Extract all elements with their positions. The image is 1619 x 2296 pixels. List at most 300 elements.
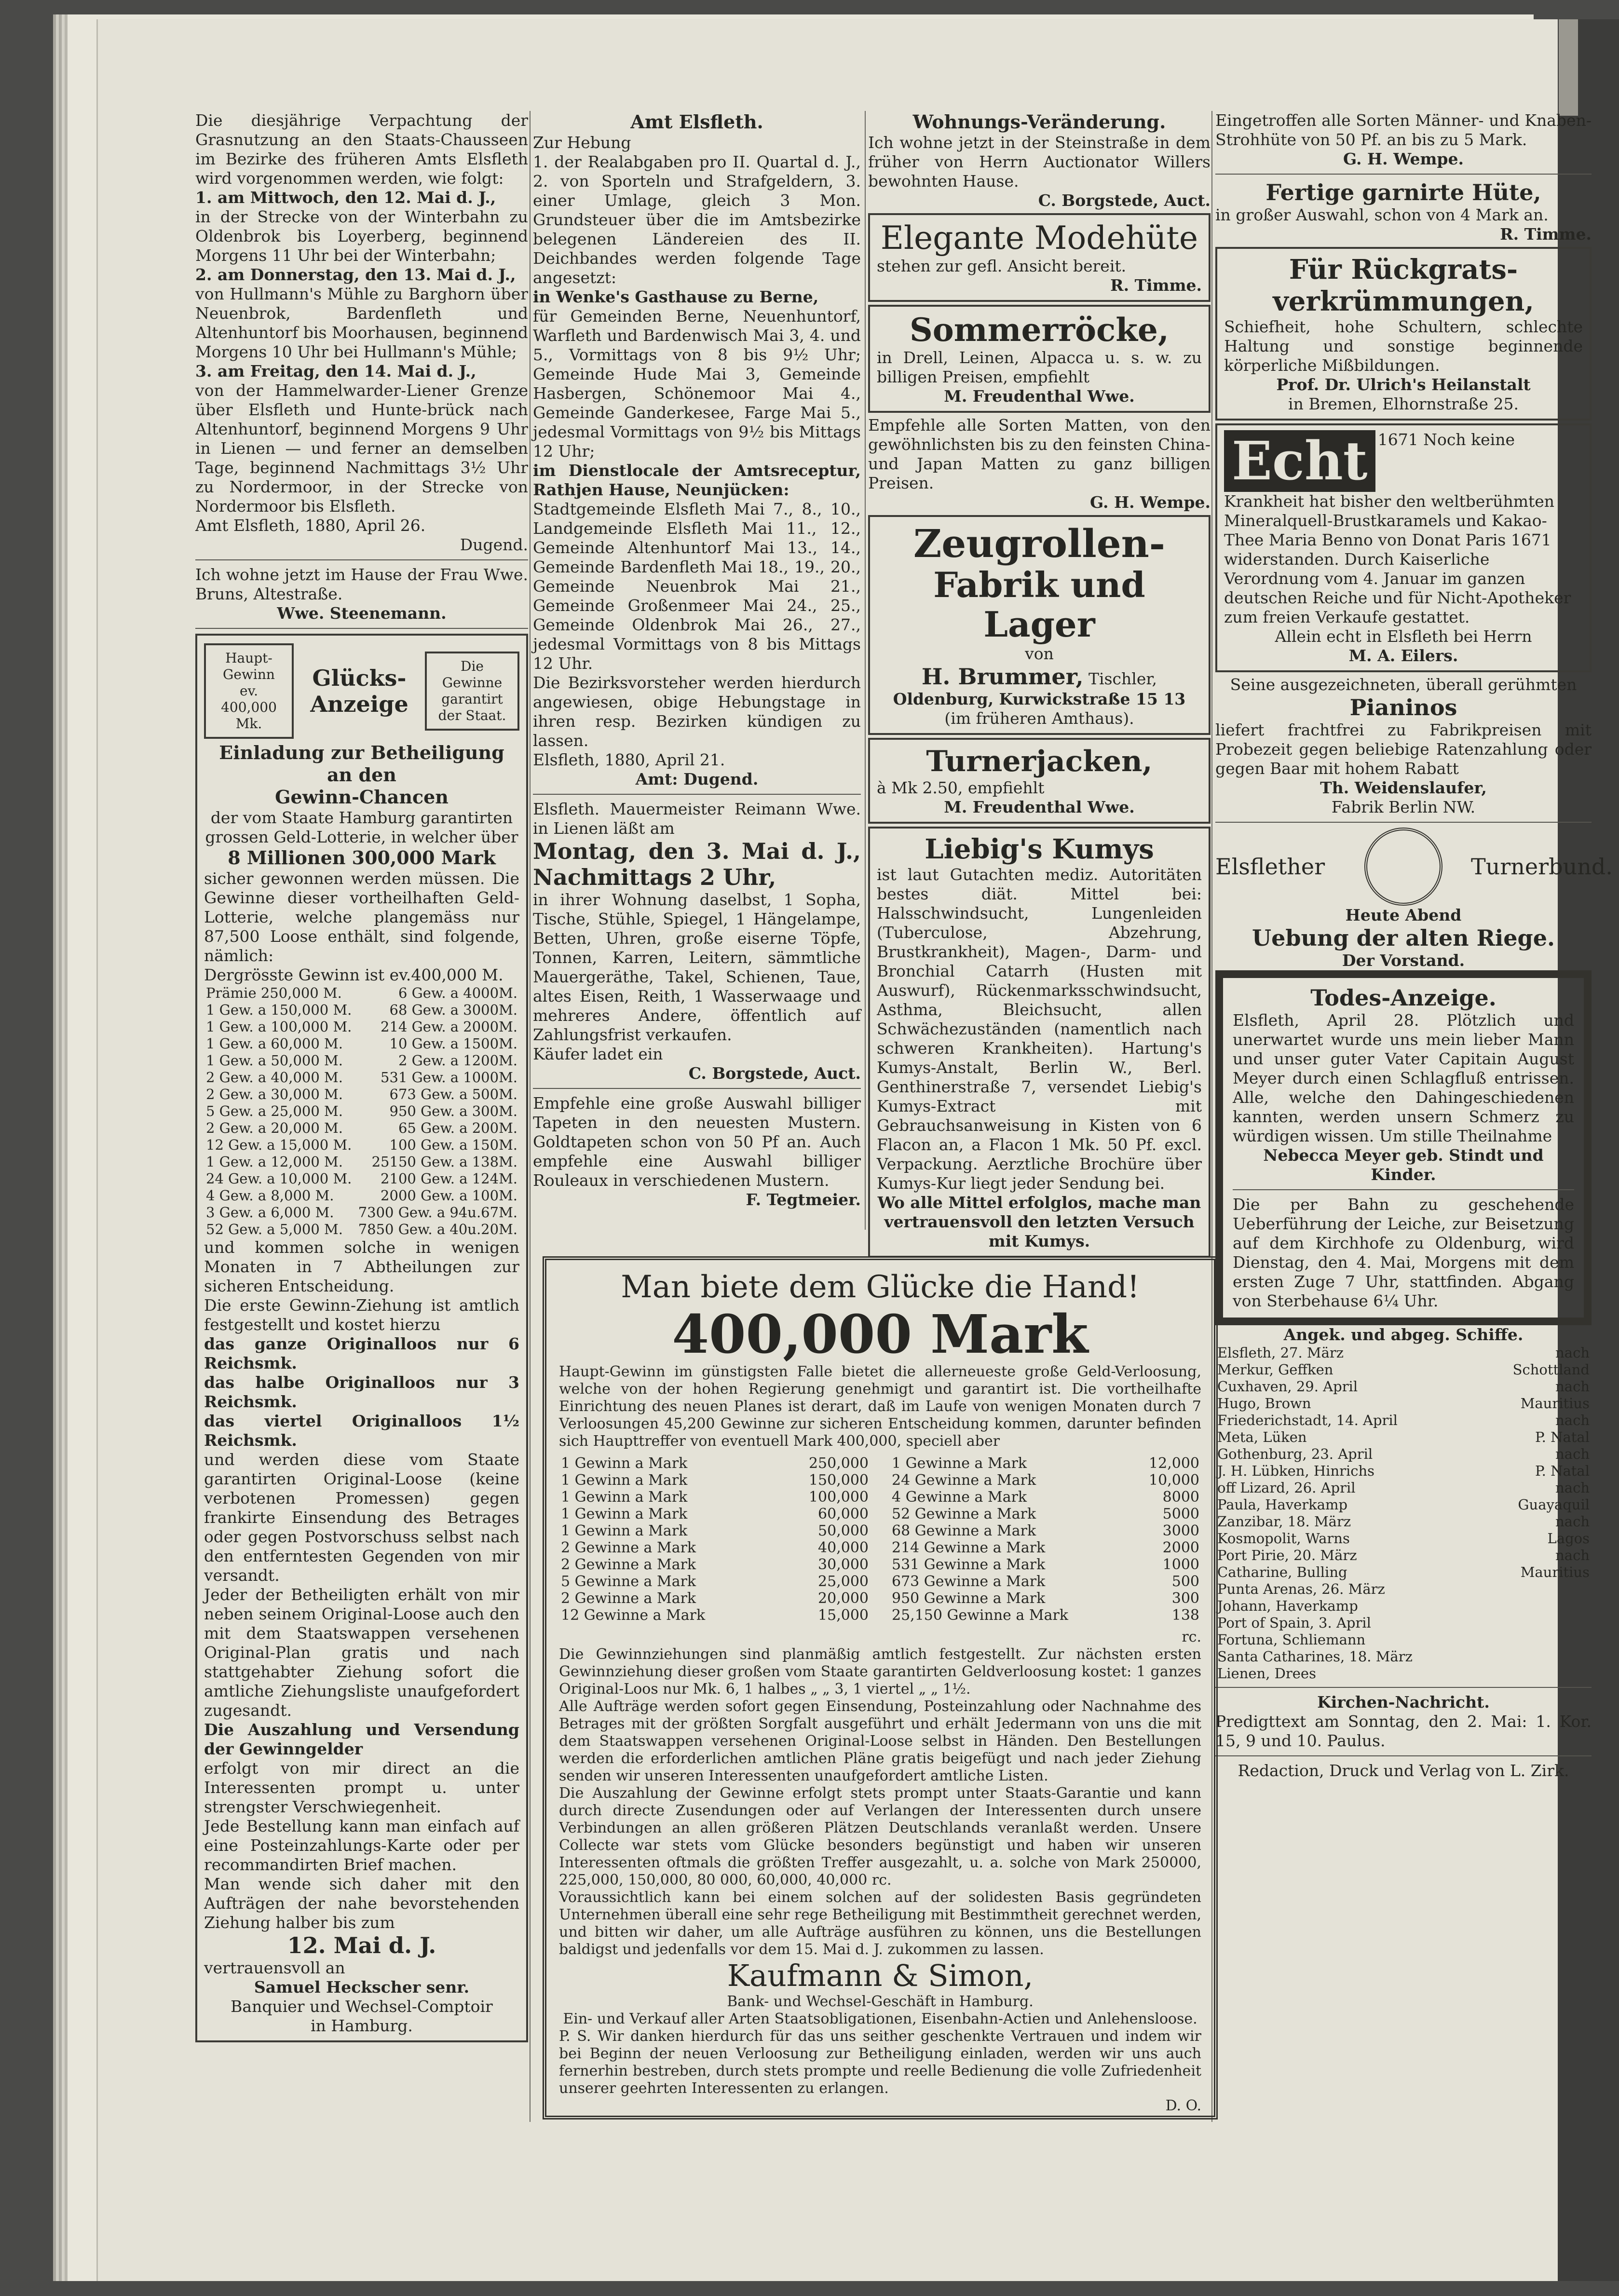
column-3: [868, 111, 1211, 1261]
main-prize-row-cell: 15,000: [818, 1607, 869, 1624]
prize-row: [204, 1204, 519, 1221]
main-prize-row-cell: 500: [1171, 1573, 1199, 1590]
main-ad-body3: Die Auszahlung der Gewinne erfolgt stets prompt unter Staats-Garantie und kann durch directe Zusendungen oder auf Verlangen der Interessenten durch unsere Verbindungen an allen größeren Plätzen Deutschlands veranlaßt werden. Unsere Collecte war stets vom Glücke besonders begünstigt und haben wir unseren Interessenten oftmals die größten Treffer ausgezahlt, u. a. solche von Mark 250000, 225,000, 150,000, 80 000, 60,000, 40,000 rc.: [559, 1785, 1201, 1888]
ad-rueckgrat: [1215, 247, 1592, 421]
strohhuete-signature: G. H. Wempe.: [1343, 149, 1464, 168]
rueckgrat-text: Schiefheit, hohe Schultern, schlechte Haltung und sonstige beginnende körperliche Mißbildungen.: [1224, 317, 1583, 375]
gluecks-city: in Hamburg.: [311, 2016, 413, 2035]
prize-row-cell: 1 Gew. a 12,000 M.: [206, 1154, 343, 1170]
main-prize-row-cell: 25,000: [818, 1573, 869, 1590]
column-4: [1215, 111, 1613, 1780]
ad-echt: [1215, 423, 1592, 672]
main-prize-row-cell: 150,000: [808, 1472, 869, 1489]
prize-row-cell: 24 Gew. a 10,000 M.: [206, 1170, 352, 1187]
prize-row-cell: 2 Gew. a 40,000 M.: [206, 1069, 343, 1086]
main-prize-row: [559, 1522, 871, 1539]
sommer-text: in Drell, Leinen, Alpacca u. s. w. zu billigen Preisen, empfiehlt: [877, 348, 1202, 386]
ship-row-cell: Merkur, Geffken: [1217, 1361, 1333, 1378]
verpachtung-day2-text: von Hullmann's Mühle zu Barghorn über Neuenbrok, Bardenfleth und Altenhuntorf bis Moorhausen, beginnend Morgens 10 Uhr bei Hullmann's Mühle;: [195, 285, 528, 361]
gluecks-loos-ganz: das ganze Originalloos nur 6 Reichsmk.: [204, 1334, 519, 1372]
ship-row-cell: [1483, 1648, 1592, 1665]
main-prize-row-cell: 8000: [1162, 1489, 1199, 1506]
turnerbund-header: [1215, 828, 1613, 906]
gluecks-right-box: Die Gewinne garantirt der Staat.: [425, 652, 519, 731]
turner-emblem-icon: [1364, 828, 1442, 906]
main-prize-row-cell: 2 Gewinne a Mark: [561, 1590, 696, 1607]
pianinos-address: Fabrik Berlin NW.: [1331, 798, 1476, 816]
turner-signature: M. Freudenthal Wwe.: [944, 798, 1135, 816]
verpachtung-day1-text: in der Strecke von der Winterbahn zu Oldenbrok bis Loyerberg, beginnend Morgens 11 Uhr bei der Winterbahn;: [195, 207, 528, 265]
main-ad-left-table: [559, 1455, 871, 1624]
main-prize-row-cell: 1 Gewinn a Mark: [561, 1489, 688, 1506]
gluecks-body9: Jede Bestellung kann man einfach auf eine Posteinzahlungs-Karte oder per recommandirten Brief machen.: [204, 1817, 519, 1874]
rueckgrat-address: in Bremen, Elhornstraße 25.: [1288, 394, 1519, 413]
zeugrollen-name: H. Brummer,: [921, 664, 1084, 690]
ad-turnerbund: [1215, 828, 1613, 970]
verpachtung-date: Amt Elsfleth, 1880, April 26.: [195, 516, 426, 535]
echt-sell: Allein echt in Elsfleth bei Herrn: [1275, 627, 1532, 646]
main-prize-row-cell: 5000: [1162, 1506, 1199, 1522]
ad-garnirte-huete: [1215, 179, 1592, 244]
ship-row: [1215, 1581, 1592, 1598]
prize-row: [204, 1120, 519, 1137]
gluecks-body3: Dergrösste Gewinn ist ev.400,000 M.: [204, 965, 503, 984]
main-ad-amount: 400,000 Mark: [672, 1303, 1088, 1365]
main-ad-intro: Haupt-Gewinn im günstigsten Falle bietet die allerneueste große Geld-Verloosung, welche von der hohen Regierung genehmigt und garantirt ist. Die vortheilhafte Einrichtung des neuen Planes ist derart, daß im Laufe von wenigen Monaten durch 7 Verloosungen 45,200 Gewinne zur sicheren Entscheidung kommen, darunter befinden sich Haupttreffer von eventuell Mark 400,000, speciell aber: [559, 1363, 1201, 1450]
page-tab-marker: [1559, 19, 1578, 116]
liebig-title: Liebig's Kumys: [925, 833, 1154, 865]
pianinos-text2: liefert frachtfrei zu Fabrikpreisen mit Probezeit gegen beliebige Ratenzahlung oder gegen Baar mit hohem Rabatt: [1215, 720, 1592, 778]
main-prize-row-cell: 40,000: [818, 1539, 869, 1556]
prize-row-cell: 2 Gew. a 1200M.: [398, 1052, 517, 1069]
turnerbund-right: Turnerbund.: [1471, 854, 1613, 880]
divider: [195, 559, 528, 560]
ship-row-cell: Mauritius: [1520, 1395, 1590, 1412]
ship-row-cell: Fortuna, Schliemann: [1217, 1631, 1366, 1648]
ship-row: [1215, 1412, 1592, 1429]
main-prize-row-cell: 60,000: [818, 1506, 869, 1522]
ship-row-cell: nach: [1555, 1446, 1590, 1462]
prize-row: [204, 1019, 519, 1035]
verpachtung-signature: Dugend.: [460, 535, 528, 554]
auction-signature: C. Borgstede, Auct.: [688, 1064, 861, 1083]
turnerbund-signature: Der Vorstand.: [1342, 951, 1465, 970]
ship-row-cell: [1483, 1615, 1592, 1631]
prize-row-cell: 65 Gew. a 200M.: [398, 1120, 517, 1136]
amt-date: Elsfleth, 1880, April 21.: [533, 750, 725, 769]
imprint: Redaction, Druck und Verlag von L. Zirk.: [1238, 1761, 1569, 1780]
ship-row-cell: Zanzibar, 18. März: [1217, 1513, 1351, 1530]
gluecks-invite: Einladung zur Betheiligung an den: [219, 742, 504, 786]
main-prize-row-cell: 25,150 Gewinne a Mark: [892, 1607, 1068, 1624]
ship-row-cell: Kosmopolit, Warns: [1217, 1530, 1350, 1547]
prize-row-cell: 2 Gew. a 30,000 M.: [206, 1086, 343, 1102]
turnerbund-line1: Heute Abend: [1345, 906, 1462, 924]
main-prize-row: [559, 1472, 871, 1489]
prize-row: [204, 1137, 519, 1154]
ship-row: [1215, 1530, 1592, 1547]
main-ad-body2: Alle Aufträge werden sofort gegen Einsendung, Posteinzahlung oder Nachnahme des Betrages mit der größten Sorgfalt ausgeführt und erhält Jedermann von uns die mit dem Staatswappen versehenen Original-Loose selbst in Händen. Den Bestellungen werden die erforderlichen amtlichen Pläne gratis beigefügt und nach jeder Ziehung senden wir unseren Interessenten unaufgefordert amtliche Listen.: [559, 1698, 1201, 1784]
main-prize-row-cell: 673 Gewinne a Mark: [892, 1573, 1046, 1590]
prize-row-cell: 100 Gew. a 150M.: [389, 1137, 517, 1153]
ship-row-cell: [1483, 1665, 1592, 1682]
gluecks-body1: der vom Staate Hamburg garantirten grossen Geld-Lotterie, in welcher über: [205, 808, 518, 846]
gluecks-date: 12. Mai d. J.: [287, 1932, 436, 1958]
prize-row-cell: 3 Gew. a 6,000 M.: [206, 1204, 334, 1221]
main-ad-ps: P. S. Wir danken hierdurch für das uns seither geschenkte Vertrauen und indem wir bei Beginn der neuen Verloosung zur Betheiligung einladen, werden wir uns auch fernerhin bestreben, durch stets prompte und reelle Bedienung die volle Zufriedenheit unserer geehrten Interessenten zu erlangen.: [559, 2028, 1201, 2097]
gluecks-body6: und werden diese vom Staate garantirten Original-Loose (keine verbotenen Promessen) gegen frankirte Einsendung des Betrages oder gegen Postvorschuss selbst nach den entferntesten Gegenden von mir versandt.: [204, 1450, 519, 1585]
wohne-text: Ich wohne jetzt im Hause der Frau Wwe. Bruns, Altestraße.: [195, 565, 528, 603]
turner-title: Turnerjacken,: [926, 745, 1153, 778]
ship-row-cell: Santa Catharines, 18. März: [1217, 1648, 1413, 1665]
prize-row: [204, 1187, 519, 1204]
ad-modehuete: [868, 213, 1211, 302]
main-prize-row: [890, 1522, 1201, 1539]
amt-body1: Zur Hebung: [533, 133, 631, 152]
main-prize-row-cell: 12 Gewinne a Mark: [561, 1607, 706, 1624]
notice-schiffe: [1215, 1325, 1592, 1682]
main-ad-ps-signature: D. O.: [1165, 2097, 1201, 2114]
verpachtung-day3-text: von der Hammelwarder-Liener Grenze über Elsfleth und Hunte-brück nach Altenhuntorf, beginnend Morgens 9 Uhr in Lienen — und ferner an demselben Tage, beginnend Nachmittags 3½ Uhr zu Nordermoor, in der Strecke von Nordermoor bis Elsfleth.: [195, 381, 528, 516]
ship-row: [1215, 1463, 1592, 1480]
ship-row-cell: Schottland: [1512, 1361, 1590, 1378]
prize-row-cell: 950 Gew. a 300M.: [389, 1103, 517, 1119]
main-prize-row: [559, 1539, 871, 1556]
ship-row-cell: nach: [1555, 1345, 1590, 1361]
ship-row: [1215, 1648, 1592, 1665]
rueckgrat-name: Prof. Dr. Ulrich's Heilanstalt: [1276, 375, 1531, 394]
main-prize-row: [890, 1607, 1201, 1624]
wohne-signature: Wwe. Steenemann.: [277, 604, 447, 623]
main-prize-row: [890, 1539, 1201, 1556]
main-prize-row: [559, 1607, 871, 1624]
notice-wohne: [195, 565, 528, 623]
prize-row: [204, 1221, 519, 1238]
gluecks-title: [298, 665, 421, 717]
ship-row: [1215, 1480, 1592, 1496]
prize-row-cell: 1 Gew. a 100,000 M.: [206, 1019, 352, 1035]
modehuete-signature: R. Timme.: [1110, 276, 1202, 295]
ad-gluecks-anzeige: [195, 634, 528, 2042]
prize-row: [204, 1170, 519, 1187]
ship-row-cell: P. Natal: [1535, 1463, 1590, 1479]
main-prize-row-cell: 950 Gewinne a Mark: [892, 1590, 1046, 1607]
main-prize-row: [890, 1455, 1201, 1472]
divider: [533, 1088, 861, 1089]
main-prize-row-cell: 30,000: [818, 1556, 869, 1573]
prize-row-cell: 1 Gew. a 60,000 M.: [206, 1035, 343, 1052]
main-prize-row-cell: 4 Gewinne a Mark: [892, 1489, 1027, 1506]
wohnung-title: Wohnungs-Veränderung.: [912, 111, 1166, 133]
prize-row-cell: Prämie 250,000 M.: [206, 985, 342, 1001]
main-prize-row-cell: 10,000: [1149, 1472, 1199, 1489]
verpachtung-day1: 1. am Mittwoch, den 12. Mai d. J.,: [195, 188, 496, 207]
pianinos-text1: Seine ausgezeichneten, überall gerühmten: [1230, 675, 1577, 694]
column-rule: [530, 111, 531, 2122]
gluecks-prize-table: [204, 985, 519, 1238]
modehuete-title: Elegante Modehüte: [880, 219, 1198, 257]
main-prize-row: [890, 1506, 1201, 1522]
rueckgrat-title: Für Rückgrats-verkrümmungen,: [1273, 254, 1534, 317]
ship-row: [1215, 1446, 1592, 1463]
ad-pianinos: [1215, 675, 1592, 817]
prize-row-cell: 7850 Gew. a 40u.20M.: [358, 1221, 517, 1237]
main-prize-row-cell: 2 Gewinne a Mark: [561, 1539, 696, 1556]
ship-row-cell: nach: [1555, 1412, 1590, 1428]
gluecks-left-box: Haupt-Gewinn ev. 400,000 Mk.: [204, 643, 294, 739]
main-prize-row-cell: 24 Gewinne a Mark: [892, 1472, 1036, 1489]
main-prize-row-cell: 531 Gewinne a Mark: [892, 1556, 1046, 1573]
ship-row-cell: nach: [1555, 1547, 1590, 1563]
divider: [1215, 174, 1592, 175]
zeugrollen-note: (im früheren Amthaus).: [944, 709, 1134, 728]
prize-row-cell: 52 Gew. a 5,000 M.: [206, 1221, 343, 1237]
notice-wohnung: [868, 111, 1211, 210]
ship-row-cell: Punta Arenas, 26. März: [1217, 1581, 1385, 1597]
echt-text: 1671 Noch keine Krankheit hat bisher den weltberühmten Mineralquell-Brustkaramels und Kakao-Thee Maria Benno von Donat Paris 1671 widerstanden. Durch Kaiserliche Verordnung vom 4. Januar im ganzen deutschen Reiche und für Nicht-Apotheker zum freien Verkaufe gestattet.: [1224, 430, 1571, 626]
kirche-title: Kirchen-Nachricht.: [1317, 1693, 1490, 1712]
main-prize-row-cell: 2000: [1162, 1539, 1199, 1556]
ship-row-cell: Friederichstadt, 14. April: [1217, 1412, 1398, 1428]
sommer-signature: M. Freudenthal Wwe.: [944, 387, 1135, 406]
main-prize-row-cell: 3000: [1162, 1522, 1199, 1539]
todes-text: Elsfleth, April 28. Plötzlich und unerwartet wurde uns mein lieber Mann und unser guter Vater Capitain August Meyer durch einen Schlagfluß entrissen. Alle, welche den Dahingeschiedenen kannten, werden unsern Schmerz zu würdigen wissen. Um stille Theilnahme: [1233, 1011, 1574, 1145]
ship-row-cell: Paula, Haverkamp: [1217, 1496, 1348, 1513]
ship-row: [1215, 1429, 1592, 1446]
divider: [533, 794, 861, 795]
divider: [1233, 1189, 1574, 1190]
main-prize-row-cell: 1 Gewinne a Mark: [892, 1455, 1027, 1472]
main-ad-firm: Kaufmann & Simon,: [727, 1958, 1034, 1993]
prize-row: [204, 1052, 519, 1069]
ad-matten: [868, 416, 1211, 512]
ship-row: [1215, 1513, 1592, 1530]
prize-row-cell: 2 Gew. a 20,000 M.: [206, 1120, 343, 1136]
prize-row: [204, 1103, 519, 1120]
prize-row: [204, 1069, 519, 1086]
todes-title: Todes-Anzeige.: [1310, 985, 1497, 1011]
main-prize-row: [890, 1573, 1201, 1590]
ad-zeugrollen: [868, 515, 1211, 735]
ship-row-cell: Elsfleth, 27. März: [1217, 1345, 1344, 1361]
gluecks-header: [204, 640, 519, 742]
garnirte-text: in großer Auswahl, schon von 4 Mark an.: [1215, 205, 1549, 224]
ship-row-cell: [1483, 1598, 1592, 1615]
ship-row-cell: off Lizard, 26. April: [1217, 1480, 1356, 1496]
ship-row-cell: nach: [1555, 1378, 1590, 1395]
schiffe-title: Angek. und abgeg. Schiffe.: [1283, 1325, 1524, 1344]
main-prize-row-cell: 1 Gewinn a Mark: [561, 1455, 688, 1472]
main-prize-row-cell: 52 Gewinne a Mark: [892, 1506, 1036, 1522]
ship-row-cell: Port of Spain, 3. April: [1217, 1615, 1371, 1631]
echt-seller: M. A. Eilers.: [1348, 646, 1458, 665]
notice-kirche: [1215, 1693, 1592, 1751]
ship-row-cell: P. Natal: [1535, 1429, 1590, 1445]
ship-row: [1215, 1361, 1592, 1378]
ship-row-cell: nach: [1555, 1480, 1590, 1496]
tapeten-text: Empfehle eine große Auswahl billiger Tapeten in den neuesten Mustern. Goldtapeten schon von 50 Pf an. Auch empfehle eine Auswahl billiger Rouleaux in verschiedenen Mustern.: [533, 1094, 861, 1190]
prize-row: [204, 1154, 519, 1170]
ship-row: [1215, 1564, 1592, 1581]
prize-row-cell: 214 Gew. a 2000M.: [381, 1019, 517, 1035]
schiffe-table: [1215, 1345, 1592, 1682]
divider: [1215, 822, 1592, 823]
ship-row-cell: Mauritius: [1520, 1564, 1590, 1580]
ship-row: [1215, 1496, 1592, 1513]
main-prize-row: [890, 1472, 1201, 1489]
main-prize-row-cell: 20,000: [818, 1590, 869, 1607]
auction-date: Montag, den 3. Mai d. J., Nachmittags 2 Uhr,: [533, 838, 861, 890]
amt-location2: im Dienstlocale der Amtsreceptur, Rathjen Hause, Neunjücken:: [533, 461, 861, 499]
amt-location2-text: Stadtgemeinde Elsfleth Mai 7., 8., 10., Landgemeinde Elsfleth Mai 11., 12., Gemeinde Altenhuntorf Mai 13., 14., Gemeinde Bardenfleth Mai 18., 19., 20., Gemeinde Neuenbrok Mai 21., Gemeinde Großenmeer Mai 24., 25., Gemeinde Oldenbrok Mai 26., 27., jedesmal Vormittags von 8 bis Mittags 12 Uhr.: [533, 500, 861, 673]
prize-row-cell: 2000 Gew. a 100M.: [381, 1187, 517, 1204]
ship-row: [1215, 1395, 1592, 1412]
zeugrollen-trade: Tischler,: [1088, 669, 1157, 688]
prize-row-cell: 68 Gew. a 3000M.: [389, 1002, 517, 1018]
main-ad-firm2: Bank- und Wechsel-Geschäft in Hamburg.: [727, 1993, 1034, 2010]
ship-row: [1215, 1547, 1592, 1564]
gluecks-banker-line2: Banquier und Wechsel-Comptoir: [231, 1997, 493, 2016]
verpachtung-day2: 2. am Donnerstag, den 13. Mai d. J.,: [195, 265, 516, 284]
gluecks-banker: Samuel Heckscher senr.: [254, 1978, 470, 1997]
gluecks-loos-halb: das halbe Originalloos nur 3 Reichsmk.: [204, 1373, 519, 1411]
pianinos-name: Th. Weidenslaufer,: [1320, 778, 1487, 797]
gluecks-body8: erfolgt von mir direct an die Interessenten prompt u. unter strengster Verschwiegenheit.: [204, 1759, 519, 1816]
main-prize-row-cell: 50,000: [818, 1522, 869, 1539]
prize-row-cell: 6 Gew. a 4000M.: [398, 985, 517, 1001]
amt-location1: in Wenke's Gasthause zu Berne,: [533, 287, 819, 306]
main-prize-row-cell: 68 Gewinne a Mark: [892, 1522, 1036, 1539]
prize-row: [204, 1086, 519, 1103]
wohnung-text: Ich wohne jetzt in der Steinstraße in dem früher von Herrn Auctionator Willers bewohnten Hause.: [868, 133, 1211, 190]
ship-row-cell: Catharine, Bulling: [1217, 1564, 1347, 1580]
amt-title: Amt Elsfleth.: [630, 111, 763, 133]
divider: [195, 628, 528, 629]
gluecks-loos-viertel: das viertel Originalloos 1½ Reichsmk.: [204, 1412, 519, 1450]
gluecks-body10: Man wende sich daher mit den Aufträgen der nahe bevorstehenden Ziehung halber bis zum: [204, 1875, 519, 1932]
todes-text2: Die per Bahn zu geschehende Ueberführung der Leiche, zur Beisetzung auf dem Kirchhofe zu Oldenburg, wird Dienstag, den 4. Mai, Morgens mit dem ersten Zuge 7 Uhr, stattfinden. Abgang von Sterbehause 6¼ Uhr.: [1233, 1195, 1574, 1310]
main-prize-row: [559, 1590, 871, 1607]
zeugrollen-title1: Zeugrollen-: [913, 521, 1165, 566]
main-ad-firm3: Ein- und Verkauf aller Arten Staatsobligationen, Eisenbahn-Actien und Anlehensloose.: [563, 2011, 1197, 2027]
auction-text1: Elsfleth. Mauermeister Reimann Wwe. in Lienen läßt am: [533, 800, 861, 838]
sommer-title: Sommerröcke,: [910, 311, 1169, 349]
zeugrollen-maker: [877, 664, 1202, 690]
main-prize-row-cell: 1 Gewinn a Mark: [561, 1472, 688, 1489]
ship-row-cell: Gothenburg, 23. April: [1217, 1446, 1373, 1462]
ship-row-cell: Lagos: [1547, 1530, 1590, 1547]
liebig-text: ist laut Gutachten mediz. Autoritäten bestes diät. Mittel bei: Halsschwindsucht, Lungenleiden (Tuberculose, Abzehrung, Brustkrankheit), Magen-, Darm- und Bronchial Catarrh (Husten mit Auswurf), Rückenmarksschwindsucht, Asthma, Bleichsucht, allen Schwächezuständen (namentlich nach schweren Krankheiten). Hartung's Kumys-Anstalt, Berlin W., Berl. Genthinerstraße 7, versendet Liebig's Kumys-Extract mit Gebrauchsanweisung in Kisten von 6 Flacon an, a Flacon 1 Mk. 50 Pf. excl. Verpackung. Aerztliche Brochüre über Kumys-Kur liegt jeder Sendung bei.: [877, 865, 1202, 1193]
prize-row: [204, 985, 519, 1002]
main-ad-tables: [559, 1455, 1201, 1624]
prize-row-cell: 1 Gew. a 150,000 M.: [206, 1002, 352, 1018]
ship-row-cell: Lienen, Drees: [1217, 1665, 1316, 1682]
main-prize-row: [559, 1573, 871, 1590]
kirche-text: Predigttext am Sonntag, den 2. Mai: 1. Kor. 15, 9 und 10. Paulus.: [1215, 1712, 1592, 1750]
prize-row: [204, 1035, 519, 1052]
notice-amt-elsfleth: [533, 111, 861, 789]
main-prize-row-cell: 100,000: [808, 1489, 869, 1506]
echt-badge: Echt: [1224, 430, 1375, 492]
main-ad-body4: Voraussichtlich kann bei einem solchen auf der solidesten Basis gegründeten Unternehmen überall eine sehr rege Betheiligung mit Bestimmtheit gerechnet werden, und bitten wir daher, um alle Aufträge ausführen zu können, uns die Bestellungen baldigst und jedenfalls vor dem 15. Mai d. J. zukommen zu lassen.: [559, 1889, 1201, 1958]
notice-auction: [533, 800, 861, 1083]
ship-row: [1215, 1598, 1592, 1615]
zeugrollen-address: Oldenburg, Kurwickstraße 15 13: [893, 690, 1186, 708]
main-prize-row: [890, 1489, 1201, 1506]
main-ad-etc: rc.: [1182, 1629, 1201, 1645]
main-prize-row-cell: 300: [1171, 1590, 1199, 1607]
tapeten-signature: F. Tegtmeier.: [746, 1190, 861, 1209]
verpachtung-intro: Die diesjährige Verpachtung der Grasnutzung an den Staats-Chausseen im Bezirke des früheren Amts Elsfleth wird vorgenommen werden, wie folgt:: [195, 111, 528, 188]
gluecks-chancen: Gewinn-Chancen: [275, 786, 449, 808]
notice-verpachtung: [195, 111, 528, 555]
prize-row-cell: 4 Gew. a 8,000 M.: [206, 1187, 334, 1204]
ship-row-cell: Port Pirie, 20. März: [1217, 1547, 1357, 1563]
main-prize-row-cell: 250,000: [808, 1455, 869, 1472]
main-ad-body1: Die Gewinnziehungen sind planmäßig amtlich festgestellt. Zur nächsten ersten Gewinnziehung dieser großen vom Staate garantirten Geldverloosung kostet: 1 ganzes Original-Loos nur Mk. 6, 1 halbes „ „ 3, 1 viertel „ „ 1½.: [559, 1646, 1201, 1698]
prize-row-cell: 2100 Gew. a 124M.: [381, 1170, 517, 1187]
ship-row-cell: [1483, 1581, 1592, 1598]
auction-text2: in ihrer Wohnung daselbst, 1 Sopha, Tische, Stühle, Spiegel, 1 Hängelampe, Betten, Uhren, große eiserne Töpfe, Tonnen, Karren, Leitern, sämmtliche Mauergeräthe, Takel, Schienen, Taue, altes Eisen, Reith, 1 Wasserwaage und mehreres Andere, öffentlich auf Zahlungsfrist verkaufen.: [533, 890, 861, 1044]
main-ad-head: Man biete dem Glücke die Hand!: [621, 1269, 1140, 1305]
garnirte-signature: R. Timme.: [1500, 225, 1592, 244]
modehuete-text: stehen zur gefl. Ansicht bereit.: [877, 257, 1127, 275]
main-prize-row-cell: 214 Gewinne a Mark: [892, 1539, 1046, 1556]
ship-row-cell: Hugo, Brown: [1217, 1395, 1311, 1412]
amt-body3: Die Bezirksvorsteher werden hierdurch angewiesen, obige Hebungstage in ihren resp. Bezirken kündigen zu lassen.: [533, 673, 861, 750]
prize-row-cell: 12 Gew. a 15,000 M.: [206, 1137, 352, 1153]
turner-text: à Mk 2.50, empfiehlt: [877, 778, 1045, 797]
main-prize-row-cell: 1 Gewinn a Mark: [561, 1506, 688, 1522]
turnerbund-line2: Uebung der alten Riege.: [1252, 925, 1555, 951]
pianinos-title: Pianinos: [1349, 694, 1457, 720]
zeugrollen-title2: Fabrik und Lager: [933, 564, 1145, 645]
ship-row-cell: Meta, Lüken: [1217, 1429, 1307, 1445]
main-prize-row-cell: 2 Gewinne a Mark: [561, 1556, 696, 1573]
gluecks-body5: Die erste Gewinn-Ziehung ist amtlich festgestellt und kostet hierzu: [204, 1296, 519, 1334]
gluecks-body7: Jeder der Betheiligten erhält von mir neben seinem Original-Loose auch den mit dem Staatswappen versehenen Original-Plan gratis und nach stattgehabter Ziehung sofort die amtliche Ziehungsliste unaufgefordert zugesandt.: [204, 1585, 519, 1720]
prize-row-cell: 673 Gew. a 500M.: [389, 1086, 517, 1102]
main-prize-row-cell: 5 Gewinne a Mark: [561, 1573, 696, 1590]
ship-row-cell: J. H. Lübken, Hinrichs: [1217, 1463, 1375, 1479]
ship-row: [1215, 1615, 1592, 1631]
verpachtung-day3: 3. am Freitag, den 14. Mai d. J.,: [195, 362, 476, 380]
main-prize-row: [890, 1590, 1201, 1607]
ad-sommerroecke: [868, 305, 1211, 413]
ship-row-cell: nach: [1555, 1513, 1590, 1530]
auction-text3: Käufer ladet ein: [533, 1045, 663, 1063]
main-prize-row-cell: 12,000: [1149, 1455, 1199, 1472]
main-prize-row-cell: 138: [1171, 1607, 1199, 1624]
gluecks-body2: sicher gewonnen werden müssen. Die Gewinne dieser vortheilhaften Geld-Lotterie, welche plangemäss nur 87,500 Loose enthält, sind folgende, nämlich:: [204, 869, 519, 965]
prize-row-cell: 5 Gew. a 25,000 M.: [206, 1103, 343, 1119]
ship-row-cell: [1483, 1631, 1592, 1648]
main-prize-row-cell: 1000: [1162, 1556, 1199, 1573]
ad-todes-anzeige: [1215, 970, 1592, 1325]
main-prize-row: [890, 1556, 1201, 1573]
garnirte-title: Fertige garnirte Hüte,: [1265, 179, 1541, 205]
column-2: [533, 111, 861, 1209]
ship-row-cell: Guayaquil: [1518, 1496, 1590, 1513]
main-prize-row: [559, 1455, 871, 1472]
gluecks-body11: vertrauensvoll an: [204, 1958, 345, 1977]
main-prize-row-cell: 1 Gewinn a Mark: [561, 1522, 688, 1539]
amt-signature: Amt: Dugend.: [635, 770, 759, 788]
matten-text: Empfehle alle Sorten Matten, von den gewöhnlichsten bis zu den feinsten China- und Japan Matten zu ganz billigen Preisen.: [868, 416, 1211, 492]
prize-row-cell: 25150 Gew. a 138M.: [371, 1154, 517, 1170]
divider: [1215, 1687, 1592, 1688]
main-ad-right-table: [890, 1455, 1201, 1624]
